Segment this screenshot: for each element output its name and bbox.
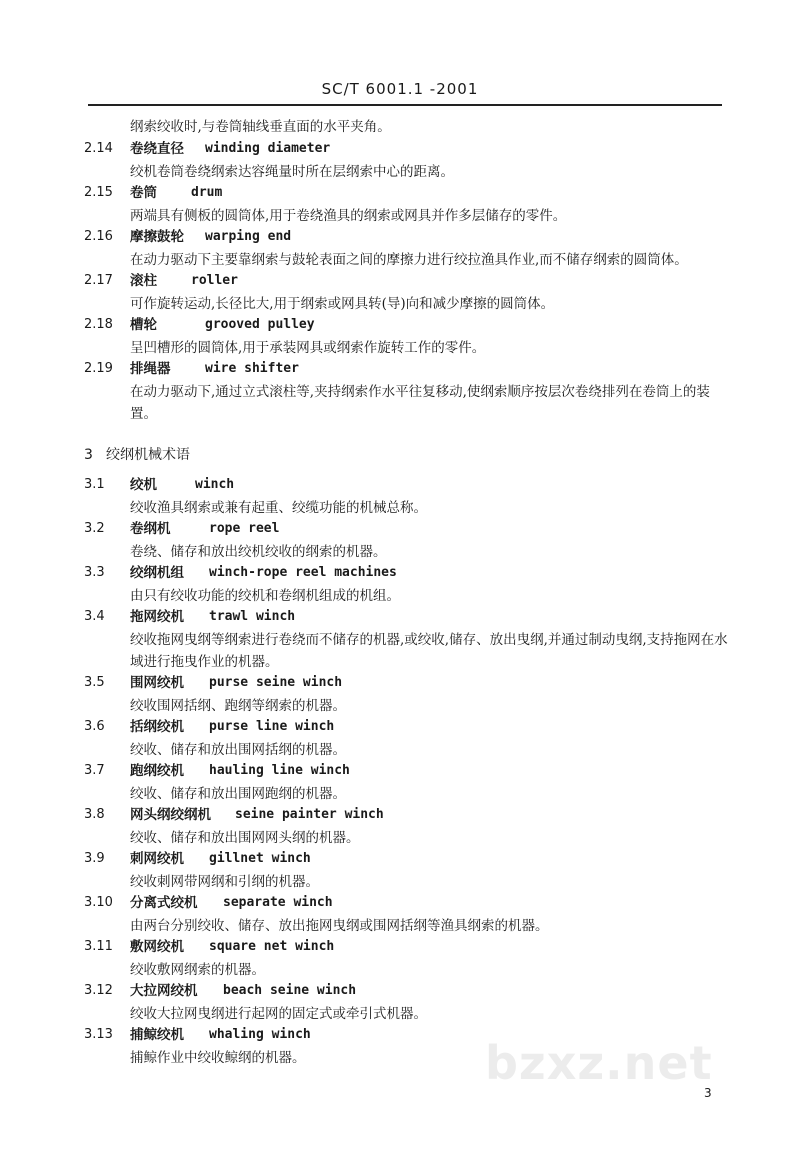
- term-definition: 绞机卷筒卷绕纲索达容绳量时所在层纲索中心的距离。: [130, 164, 454, 180]
- term-number: 3.12: [84, 983, 113, 998]
- term-chinese: 大拉网绞机: [130, 983, 198, 999]
- term-english: trawl winch: [209, 609, 296, 624]
- term-definition: 绞收、储存和放出围网跑纲的机器。: [130, 786, 346, 802]
- term-chinese: 滚柱: [130, 273, 157, 289]
- term-definition: 绞收、储存和放出围网括纲的机器。: [130, 742, 346, 758]
- term-english: winch-rope reel machines: [209, 565, 397, 580]
- term-number: 2.18: [84, 317, 113, 332]
- term-number: 2.15: [84, 185, 113, 200]
- term-number: 3.3: [84, 565, 105, 580]
- term-english: wire shifter: [205, 361, 299, 376]
- term-definition: 绞收大拉网曳纲进行起网的固定式或牵引式机器。: [130, 1006, 427, 1022]
- term-definition: 由两台分别绞收、储存、放出拖网曳纲或围网括纲等渔具纲索的机器。: [130, 918, 549, 934]
- header-divider: [88, 104, 722, 106]
- term-english: grooved pulley: [205, 317, 315, 332]
- term-number: 3.9: [84, 851, 105, 866]
- term-chinese: 捕鲸绞机: [130, 1027, 184, 1043]
- term-chinese: 围网绞机: [130, 675, 184, 691]
- term-english: seine painter winch: [235, 807, 384, 822]
- standard-code-header: SC/T 6001.1 -2001: [321, 80, 479, 98]
- term-chinese: 绞机: [130, 477, 157, 493]
- term-definition: 绞收敷网纲索的机器。: [130, 962, 265, 978]
- term-definition: 捕鲸作业中绞收鲸纲的机器。: [130, 1050, 306, 1066]
- term-chinese: 卷绕直径: [130, 141, 184, 157]
- term-definition: 卷绕、储存和放出绞机绞收的纲索的机器。: [130, 544, 387, 560]
- term-definition: 在动力驱动下主要靠纲索与鼓轮表面之间的摩擦力进行绞拉渔具作业,而不储存纲索的圆筒体。: [130, 252, 688, 268]
- term-definition: 绞收拖网曳纲等纲索进行卷绕而不储存的机器,或绞收,储存、放出曳纲,并通过制动曳纲,支持拖网在水域进行拖曳作业的机器。: [130, 632, 728, 670]
- continuation-text: 纲索绞收时,与卷筒轴线垂直面的水平夹角。: [130, 119, 391, 135]
- term-chinese: 网头纲绞纲机: [130, 807, 211, 823]
- term-number: 2.19: [84, 361, 113, 376]
- section-3-heading: [84, 444, 190, 464]
- term-chinese: 敷网绞机: [130, 939, 184, 955]
- term-english: roller: [191, 273, 238, 288]
- term-number: 3.8: [84, 807, 105, 822]
- term-definition: 可作旋转运动,长径比大,用于纲索或网具转(导)向和减少摩擦的圆筒体。: [130, 296, 555, 312]
- term-number: 3.7: [84, 763, 105, 778]
- term-number: 3.4: [84, 609, 105, 624]
- term-number: 3.13: [84, 1027, 113, 1042]
- term-english: whaling winch: [209, 1027, 311, 1042]
- term-definition: 绞收、储存和放出围网网头纲的机器。: [130, 830, 360, 846]
- term-definition: 呈凹槽形的圆筒体,用于承装网具或纲索作旋转工作的零件。: [130, 340, 486, 356]
- term-english: drum: [191, 185, 223, 200]
- term-number: 2.14: [84, 141, 113, 156]
- section-3-number: 3: [84, 447, 93, 463]
- term-definition: 绞收围网括纲、跑纲等纲索的机器。: [130, 698, 346, 714]
- term-english: purse line winch: [209, 719, 335, 734]
- term-english: beach seine winch: [223, 983, 357, 998]
- term-number: 3.11: [84, 939, 113, 954]
- term-number: 3.2: [84, 521, 105, 536]
- term-definition: 两端具有侧板的圆筒体,用于卷绕渔具的纲索或网具并作多层储存的零件。: [130, 208, 567, 224]
- term-english: rope reel: [209, 521, 280, 536]
- term-english: purse seine winch: [209, 675, 343, 690]
- term-english: separate winch: [223, 895, 333, 910]
- term-definition: 在动力驱动下,通过立式滚柱等,夹持纲索作水平往复移动,使纲索顺序按层次卷绕排列在卷筒上的装置。: [130, 384, 710, 422]
- term-chinese: 卷纲机: [130, 521, 171, 537]
- term-definition: 绞收渔具纲索或兼有起重、绞缆功能的机械总称。: [130, 500, 427, 516]
- term-english: square net winch: [209, 939, 335, 954]
- term-number: 3.1: [84, 477, 105, 492]
- term-english: winch: [195, 477, 235, 492]
- term-number: 2.17: [84, 273, 113, 288]
- term-number: 3.6: [84, 719, 105, 734]
- term-chinese: 刺网绞机: [130, 851, 184, 867]
- term-chinese: 卷筒: [130, 185, 157, 201]
- term-chinese: 绞纲机组: [130, 565, 184, 581]
- term-number: 2.16: [84, 229, 113, 244]
- term-english: gillnet winch: [209, 851, 311, 866]
- term-chinese: 分离式绞机: [130, 895, 198, 911]
- term-chinese: 括纲绞机: [130, 719, 184, 735]
- term-chinese: 排绳器: [130, 361, 171, 377]
- term-chinese: 摩擦鼓轮: [130, 229, 184, 245]
- term-number: 3.10: [84, 895, 113, 910]
- page-number: 3: [704, 1086, 712, 1100]
- term-number: 3.5: [84, 675, 105, 690]
- term-definition: 绞收刺网带网纲和引纲的机器。: [130, 874, 319, 890]
- term-english: warping end: [205, 229, 292, 244]
- term-chinese: 跑纲绞机: [130, 763, 184, 779]
- term-english: winding diameter: [205, 141, 331, 156]
- term-english: hauling line winch: [209, 763, 350, 778]
- section-3-title: 绞纲机械术语: [106, 447, 190, 463]
- term-chinese: 槽轮: [130, 317, 157, 333]
- term-chinese: 拖网绞机: [130, 609, 184, 625]
- term-definition: 由只有绞收功能的绞机和卷纲机组成的机组。: [130, 588, 400, 604]
- watermark: bzxz.net: [485, 1036, 713, 1090]
